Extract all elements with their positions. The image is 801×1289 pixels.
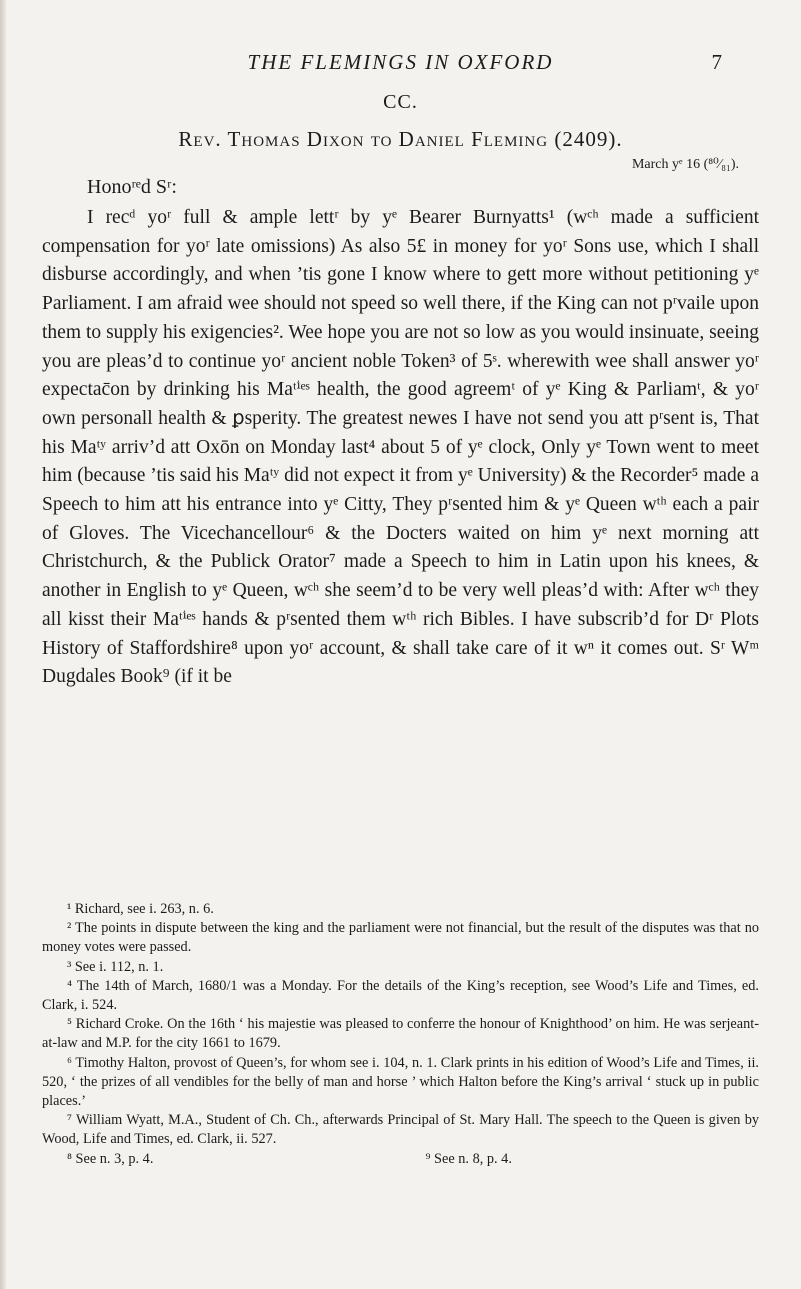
page-number: 7 — [711, 50, 722, 74]
footnote-9: ⁹ See n. 8, p. 4. — [425, 1150, 512, 1167]
footnote-1: ¹ Richard, see i. 263, n. 6. — [67, 901, 214, 917]
footnote-5: ⁵ Richard Croke. On the 16th ‘ his majestie was pleased to conferre the honour of Knighthood’ on him. He was serjeant-at-law and M.P. for the city 1661 to 1679. — [42, 1016, 759, 1052]
page-header — [0, 50, 801, 80]
salutation: Honoʳᵉd Sʳ: — [87, 176, 177, 198]
footnote-6: ⁶ Timothy Halton, provost of Queen’s, for whom see i. 104, n. 1. Clark prints in his edition of Wood’s Life and Times, ii. 520, ‘ the prizes of all vendibles for the belly of man and horse ’ which Halton before the King’s arrival ‘ stuck up in public places.’ — [42, 1054, 759, 1110]
footnote-3: ³ See i. 112, n. 1. — [67, 958, 164, 975]
running-head: THE FLEMINGS IN OXFORD — [247, 50, 554, 74]
section-label: CC. — [383, 91, 418, 113]
footnote-2: ² The points in dispute between the king and the parliament were not financial, but the result of the disputes was that no money votes were passed. — [42, 920, 759, 956]
page-edge — [0, 0, 6, 1289]
letter-body: I recᵈ yoʳ full & ample lettʳ by yᵉ Bearer Burnyatts¹ (wᶜʰ made a sufficient compensation for yoʳ late omissions) As also 5£ in money for yoʳ Sons use, which I shall disburse accordingly, and when ’tis gone I know where to gett more without petitioning yᵉ Parliament. I am afraid wee should not speed so well there, if the King can not pʳvaile upon them to supply his exigencies². Wee hope you are not so low as you would insinuate, seeing you are pleas’d to continue yoʳ ancient noble Token³ of 5ˢ. wherewith wee shall answer yoʳ expectac̄on by drinking his Maᵗⁱᵉˢ health, the good agreemᵗ of yᵉ King & Parliamᵗ, & yoʳ own personall health & ꝑsperity. The greatest newes I have not send you att pʳsent is, That his Maᵗʸ arriv’d att Oxōn on Monday last⁴ about 5 of yᵉ clock, Only yᵉ Town went to meet him (because ’tis said his Maᵗʸ did not expect it from yᵉ University) & the Recorder⁵ made a Speech to him att his entrance into yᵉ Citty, They pʳsented him & yᵉ Queen wᵗʰ each a pair of Gloves. The Vicechancellour⁶ & the Docters waited on him yᵉ next morning att Christchurch, & the Publick Orator⁷ made a Speech to him in Latin upon his knees, & another in English to yᵉ Queen, wᶜʰ she seem’d to be very well pleas’d with: After wᶜʰ they all kisst their Maᵗⁱᵉˢ hands & pʳsented them wᵗʰ rich Bibles. I have subscrib’d for Dʳ Plots History of Staffordshire⁸ upon yoʳ account, & shall take care of it wⁿ it comes out. Sʳ Wᵐ Dugdales Book⁹ (if it be — [42, 207, 759, 688]
footnote-7: ⁷ William Wyatt, M.A., Student of Ch. Ch., afterwards Principal of St. Mary Hall. The speech to the Queen is given by Wood, Life and Times, ed. Clark, ii. 527. — [42, 1112, 759, 1148]
footnote-row — [42, 1150, 759, 1169]
footnotes — [42, 900, 759, 1169]
dateline: March yᵉ 16 (⁸⁰⁄₈₁). — [631, 157, 739, 172]
letter-title: Rev. Thomas Dixon to Daniel Fleming (2409). — [178, 127, 623, 151]
footnote-8: ⁸ See n. 3, p. 4. — [67, 1150, 154, 1167]
footnote-4: ⁴ The 14th of March, 1680/1 was a Monday. For the details of the King’s reception, see Wood’s Life and Times, ed. Clark, i. 524. — [42, 977, 759, 1014]
